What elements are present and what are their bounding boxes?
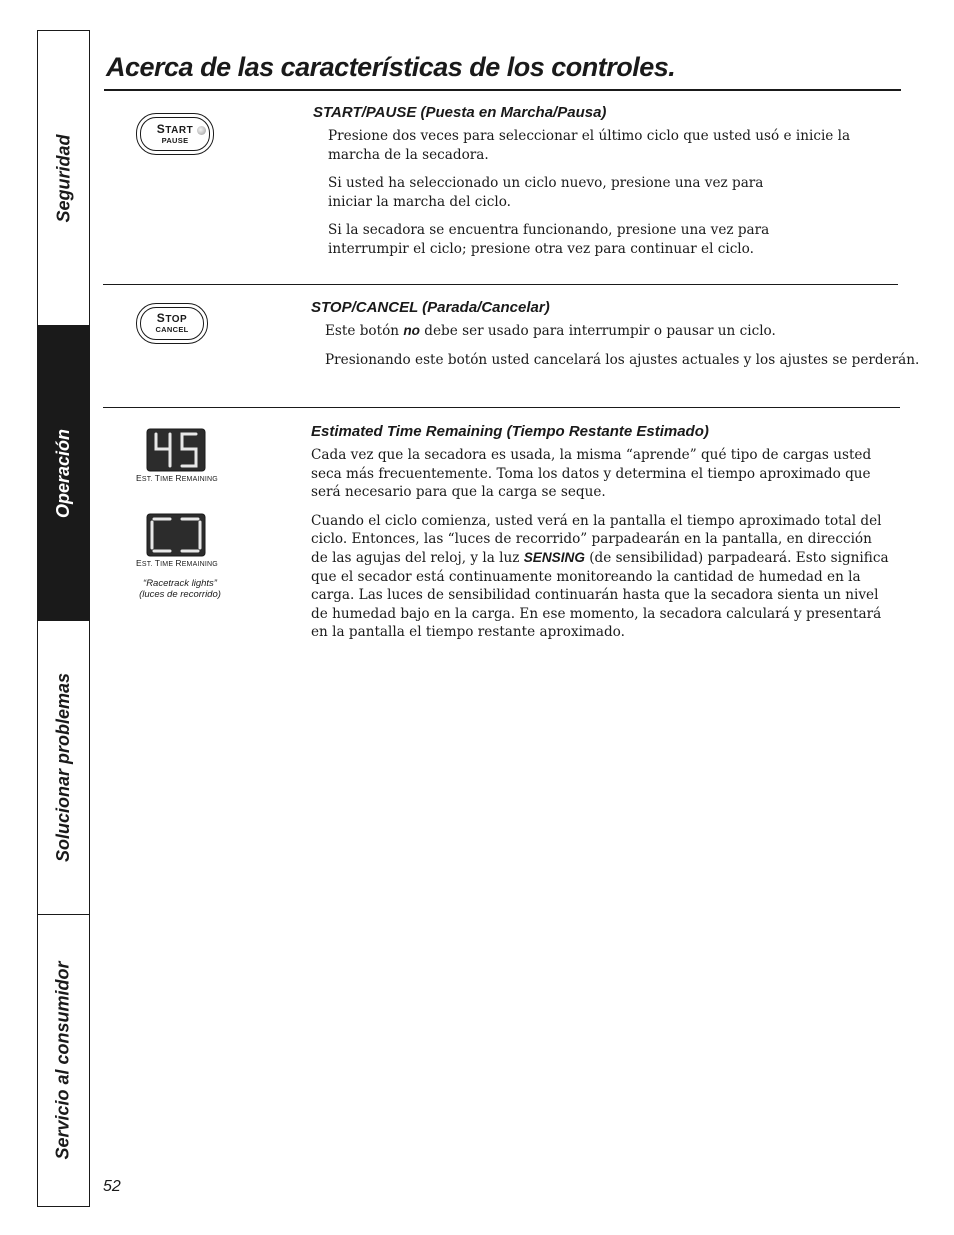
start-pause-button-icon — [136, 113, 214, 155]
title-rule — [104, 89, 901, 91]
tab-operacion[interactable] — [38, 325, 89, 620]
tab-solucionar-problemas[interactable] — [38, 620, 89, 914]
stop-label: STOP — [156, 311, 188, 325]
start-pause-paragraph-1: Presione dos veces para seleccionar el último ciclo que usted usó e inicie la marcha de la secadora. — [328, 128, 851, 163]
est-time-paragraph-2: Cuando el ciclo comienza, usted verá en la pantalla el tiempo aproximado total del ciclo. Entonces, las “luces de recorrido” parpadearán en la pantalla, en dirección de las agujas del reloj, y la luz SENSING (de sensibilidad) parpadeará. Esto significa que el secador está continuamente monitoreando la cantidad de humedad en la carga. Las luces de sensibilidad continuarán hasta que la secadora sienta un nivel de humedad bajo en la carga. En ese momento, la secadora calculará y presentará en la pantalla el tiempo restante aproximado. — [311, 512, 889, 641]
est-time-section — [311, 423, 891, 652]
tab-servicio-al-consumidor[interactable] — [38, 914, 89, 1206]
est-time-heading: Estimated Time Remaining (Tiempo Restante Estimado) — [311, 423, 709, 440]
tab-seguridad[interactable] — [38, 31, 89, 325]
pause-label: PAUSE — [161, 135, 189, 145]
tab-operacion-label: Operación — [53, 428, 73, 518]
racetrack-lights-display-icon — [146, 513, 206, 557]
start-pause-section — [313, 104, 903, 269]
tab-servicio-al-consumidor-label: Servicio al consumidor — [53, 961, 73, 1160]
racetrack-lights-caption: “Racetrack lights” (luces de recorrido) — [139, 578, 221, 600]
start-label: START — [156, 121, 194, 136]
page-number: 52 — [103, 1178, 121, 1195]
stop-cancel-heading: STOP/CANCEL (Parada/Cancelar) — [311, 299, 550, 316]
section-divider-2 — [103, 407, 900, 408]
indicator-light-icon — [197, 126, 206, 135]
section-tabs — [37, 30, 90, 1207]
stop-cancel-button-icon — [136, 303, 208, 344]
start-pause-paragraph-3: Si la secadora se encuentra funcionando, presione una vez para interrumpir el ciclo; presione otra vez para continuar el ciclo. — [328, 222, 770, 257]
stop-cancel-section — [311, 299, 920, 379]
time-display-45-icon — [146, 428, 206, 472]
est-time-remaining-caption-1: EST. TIME REMAINING — [136, 473, 218, 483]
tab-seguridad-label: Seguridad — [53, 133, 74, 223]
tab-solucionar-problemas-label: Solucionar problemas — [53, 672, 74, 863]
start-pause-paragraph-2: Si usted ha seleccionado un ciclo nuevo, presione una vez para iniciar la marcha del ciclo. — [328, 175, 764, 210]
est-time-paragraph-1: Cada vez que la secadora es usada, la misma “aprende” qué tipo de cargas usted seca más frecuentemente. Toma los datos y determina el tiempo aproximado que será necesario para que la carga se seque. — [311, 447, 872, 501]
start-pause-heading: START/PAUSE (Puesta en Marcha/Pausa) — [313, 104, 607, 121]
page-title: Acerca de las características de los controles. — [106, 52, 676, 82]
stop-cancel-paragraph-2: Presionando este botón usted cancelará los ajustes actuales y los ajustes se perderán. — [325, 351, 920, 368]
stop-cancel-paragraph-1: Este botón no debe ser usado para interrumpir o pausar un ciclo. — [325, 323, 776, 339]
section-divider-1 — [103, 284, 898, 285]
cancel-label: CANCEL — [155, 325, 189, 334]
est-time-remaining-caption-2: EST. TIME REMAINING — [136, 558, 218, 568]
